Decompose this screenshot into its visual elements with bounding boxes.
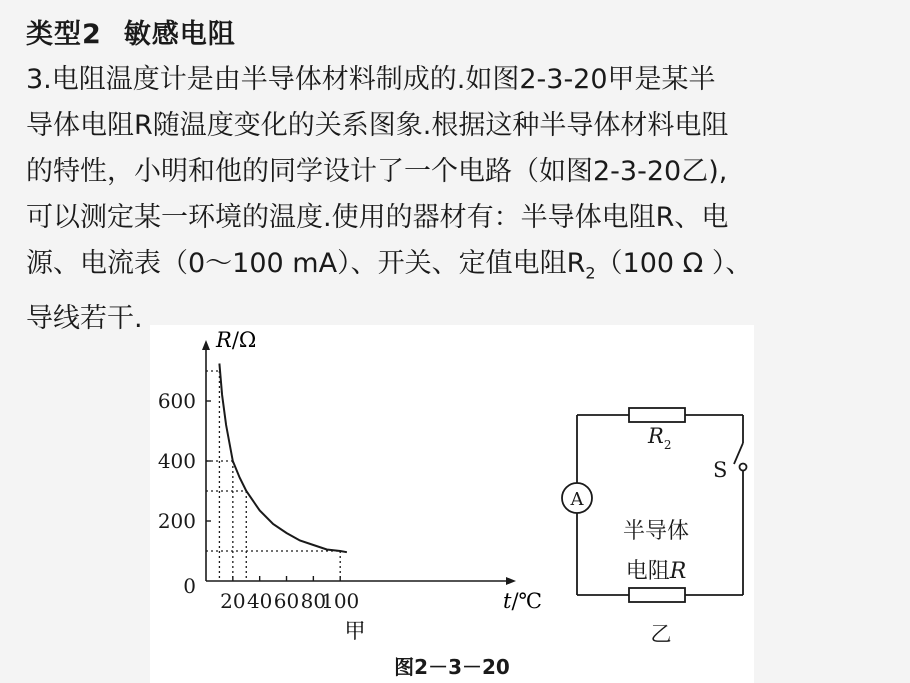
r-t-chart bbox=[158, 328, 542, 643]
section-label: 类型2 bbox=[26, 19, 102, 50]
problem-line: 导体电阻R随温度变化的关系图象.根据这种半导体材料电阻 bbox=[26, 110, 729, 141]
problem-line: 导线若干. bbox=[26, 303, 143, 335]
axis-ticks bbox=[158, 389, 359, 613]
guide-lines bbox=[206, 371, 340, 581]
r2-label bbox=[647, 424, 671, 452]
x-tick-label: 60 bbox=[273, 589, 300, 613]
figure-svg bbox=[150, 325, 754, 683]
x-tick-label: 80 bbox=[300, 589, 327, 613]
x-axis-unit: /℃ bbox=[511, 589, 543, 613]
r2-label-sub: 2 bbox=[663, 438, 672, 452]
problem-line: 3.电阻温度计是由半导体材料制成的.如图2-3-20甲是某半 bbox=[26, 64, 716, 95]
figure-caption: 图2－3－20 bbox=[394, 655, 510, 679]
section-title: 敏感电阻 bbox=[123, 19, 236, 50]
problem-line: 的特性，小明和他的同学设计了一个电路（如图2-3-20乙), bbox=[26, 156, 728, 187]
resistor-label-line2 bbox=[626, 559, 687, 584]
resistor-label-var: R bbox=[669, 559, 687, 584]
semiconductor-resistor bbox=[629, 588, 685, 602]
x-tick-label: 40 bbox=[246, 589, 273, 613]
switch-label: S bbox=[713, 458, 728, 482]
x-axis-arrow bbox=[506, 577, 516, 585]
problem-line bbox=[26, 241, 896, 296]
y-tick-label: 200 bbox=[157, 509, 196, 533]
switch-blade bbox=[734, 443, 743, 464]
x-tick-label: 20 bbox=[220, 589, 246, 613]
ammeter-label: A bbox=[570, 489, 584, 510]
r2-symbol: R bbox=[566, 248, 586, 279]
problem-line-text: 源、电流表（0～100 mA）、开关、定值电阻 bbox=[26, 248, 567, 279]
circuit-sub-caption: 乙 bbox=[650, 622, 672, 646]
y-axis-arrow bbox=[202, 340, 210, 350]
y-axis-label bbox=[215, 328, 256, 352]
switch-contact bbox=[740, 464, 747, 471]
series-line bbox=[219, 364, 347, 553]
x-axis-label bbox=[503, 589, 542, 613]
y-tick-label: 400 bbox=[157, 449, 196, 473]
resistor-label-text: 电阻 bbox=[625, 559, 670, 584]
y-axis-unit: /Ω bbox=[231, 328, 257, 352]
resistor-r2 bbox=[629, 408, 685, 422]
x-axis-var: t bbox=[503, 589, 512, 613]
problem-line: 可以测定某一环境的温度.使用的器材有：半导体电阻R、电 bbox=[26, 202, 729, 233]
resistor-label-line1: 半导体 bbox=[622, 519, 690, 544]
chart-sub-caption: 甲 bbox=[344, 619, 366, 643]
section-heading bbox=[26, 12, 236, 51]
figure bbox=[150, 325, 754, 683]
r2-value: （100 Ω ）、 bbox=[595, 248, 753, 279]
r2-label-var: R bbox=[648, 424, 664, 448]
y-axis-var: R bbox=[216, 328, 232, 352]
x-tick-label: 100 bbox=[321, 589, 360, 613]
y-tick-label: 600 bbox=[157, 389, 196, 413]
r2-subscript: 2 bbox=[585, 263, 596, 283]
y-tick-label: 0 bbox=[183, 574, 196, 598]
problem-text bbox=[26, 57, 896, 342]
